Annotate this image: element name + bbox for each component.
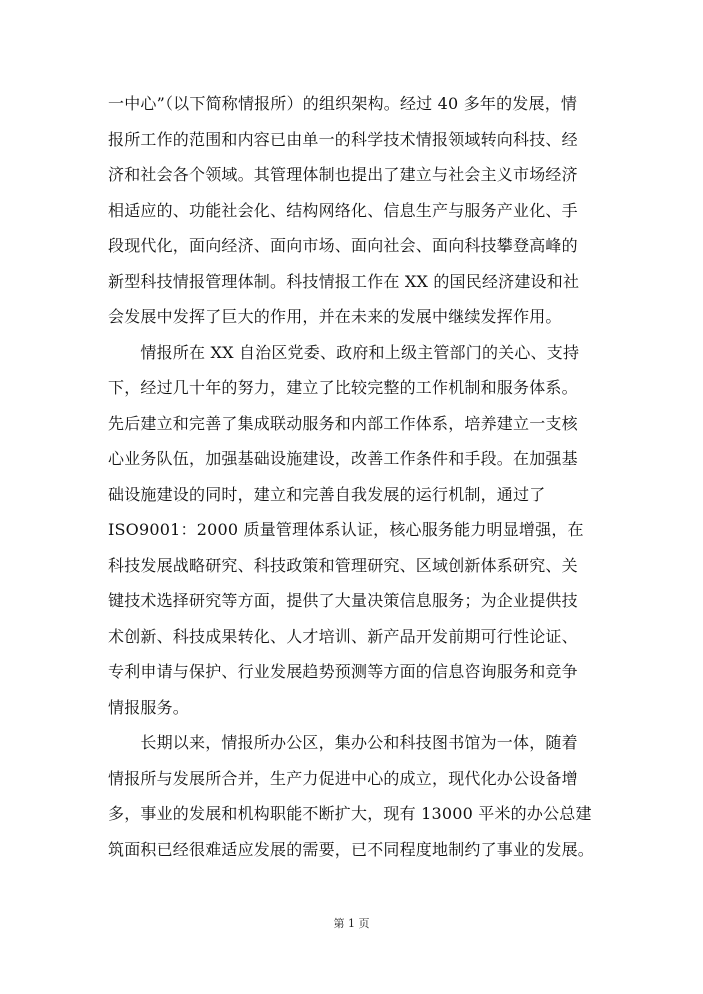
- text-line: 长期以来，情报所办公区，集办公和科技图书馆为一体，随着: [108, 733, 578, 752]
- text-line: 新型科技情报管理体制。科技情报工作在 XX 的国民经济建设和社: [108, 271, 580, 291]
- paragraph-2: [108, 335, 608, 726]
- text-line: 心业务队伍，加强基础设施建设，改善工作条件和手段。在加强基: [108, 449, 578, 468]
- text-line: 济和社会各个领域。其管理体制也提出了建立与社会主义市场经济: [108, 165, 578, 184]
- text-line: 术创新、科技成果转化、人才培训、新产品开发前期可行性论证、: [108, 626, 578, 646]
- text-line: 报所工作的范围和内容已由单一的科学技术情报领域转向科技、经: [108, 129, 578, 149]
- document-body: [108, 86, 608, 867]
- page-footer: [0, 915, 703, 931]
- paragraph-3: [108, 725, 608, 867]
- text-line: 会发展中发挥了巨大的作用，并在未来的发展中继续发挥作用。: [108, 307, 562, 326]
- text-line: 一中心”（以下简称情报所）的组织架构。经过 40 多年的发展，情: [108, 94, 578, 113]
- text-line: ISO9001：2000 质量管理体系认证，核心服务能力明显增强，在: [108, 520, 584, 539]
- text-line: 多，事业的发展和机构职能不断扩大，现有 13000 平米的办公总建: [108, 804, 592, 823]
- text-line: 先后建立和完善了集成联动服务和内部工作体系，培养建立一支核: [108, 413, 578, 433]
- text-line: 相适应的、功能社会化、结构网络化、信息生产与服务产业化、手: [108, 200, 578, 220]
- text-line: 下，经过几十年的努力，建立了比较完整的工作机制和服务体系。: [108, 378, 578, 397]
- text-line: 情报所与发展所合并，生产力促进中心的成立，现代化办公设备增: [108, 768, 578, 788]
- text-line: 段现代化，面向经济、面向市场、面向社会、面向科技攀登高峰的: [108, 236, 578, 255]
- text-line: 础设施建设的同时，建立和完善自我发展的运行机制，通过了: [108, 484, 546, 504]
- text-line: 专利申请与保护、行业发展趋势预测等方面的信息咨询服务和竞争: [108, 662, 578, 681]
- page-number: 第 1 页: [333, 917, 370, 930]
- text-line: 筑面积已经很难适应发展的需要，已不同程度地制约了事业的发展。: [108, 839, 595, 859]
- text-line: 键技术选择研究等方面，提供了大量决策信息服务；为企业提供技: [108, 591, 578, 610]
- text-line: 科技发展战略研究、科技政策和管理研究、区域创新体系研究、关: [108, 555, 578, 575]
- text-line: 情报所在 XX 自治区党委、政府和上级主管部门的关心、支持: [108, 342, 580, 362]
- paragraph-1: [108, 86, 608, 335]
- text-line: 情报服务。: [108, 697, 190, 717]
